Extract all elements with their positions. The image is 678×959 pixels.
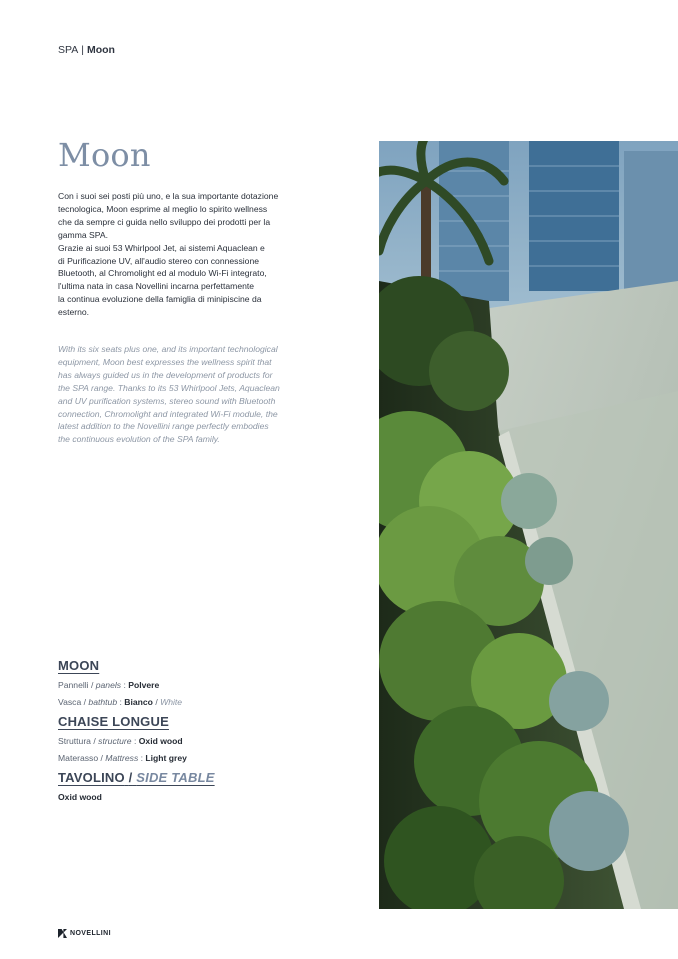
spec-mattress-colon: : [140,753,144,763]
spec-panels-sep: / [90,680,94,690]
spec-structure-row [58,733,358,750]
breadcrumb-section: SPA [58,44,79,56]
body-italian-text: Con i suoi sei posti più uno, e la sua importante dotazione tecnologica, Moon esprime al meglio lo spirito wellness che da sempre ci guida nello sviluppo dei prodotti per la gamma SPA. Grazie ai suoi 53 Whirlpool Jet, ai sistemi Aquaclean e di Purificazione UV, all'audio stereo con connessione Bluetooth, al Chromolight ed al modulo Wi-Fi integrato, l'ultima nata in casa Novellini incarna perfettamente la continua evoluzione della famiglia di minipiscine da esterno. [58,191,279,318]
spec-bathtub-value: Bianco [124,697,153,707]
breadcrumb-separator: | [81,44,84,56]
spec-moon [58,658,358,711]
spec-panels-label-en: panels [95,680,122,690]
photo-illustration [379,141,678,909]
page-title: Moon [58,136,151,174]
spec-structure-sep: / [93,736,96,746]
spec-table [58,770,358,806]
spec-table-heading-it: TAVOLINO [58,770,125,785]
spec-table-value: Oxid wood [58,792,102,802]
spec-table-heading-sep: / [128,770,133,785]
novellini-logo-icon [58,929,67,938]
spec-mattress-value: Light grey [145,753,187,763]
spec-panels-label-it: Pannelli [58,680,89,690]
spec-structure-colon: : [133,736,137,746]
spec-bathtub-value-en: White [160,697,183,707]
spec-chaise [58,714,358,767]
specs [58,658,358,809]
spec-structure-label-en: structure [98,736,132,746]
spec-bathtub-value-sep: / [155,697,158,707]
spec-bathtub-label-en: bathtub [88,697,118,707]
brand-logo [58,929,111,938]
spec-panels-colon: : [123,680,126,690]
body-english: With its six seats plus one, and its important technological equipment, Moon best expresses the wellness spirit that has always guided us in the development of products for the SPA range. Thanks to its 53 Whirlpool Jets, Aquaclean and UV purification systems, stereo sound with Bluetooth connection, Chromolight and integrated Wi-Fi module, the latest addition to the Novellini range perfectly embodies the continuous evolution of the SPA family. [58,344,280,445]
spec-table-row [58,789,358,806]
spec-panels-row [58,677,358,694]
spec-mattress-sep: / [100,753,103,763]
spec-bathtub-sep: / [83,697,87,707]
spec-moon-heading: MOON [58,658,100,673]
tower-right [624,151,678,301]
spec-table-heading [58,770,358,785]
product-photo [379,141,678,909]
breadcrumb [58,44,115,56]
spec-chaise-heading: CHAISE LONGUE [58,714,169,729]
spec-mattress-row [58,750,358,767]
body-italian [58,190,321,319]
breadcrumb-current: Moon [86,44,115,56]
spec-panels-value: Polvere [128,680,160,690]
spec-mattress-label-it: Materasso [58,753,99,763]
spec-mattress-label-en: Mattress [105,753,139,763]
spec-structure-label-it: Struttura [58,736,91,746]
logo-text: NOVELLINI [70,930,111,937]
spec-bathtub-label-it: Vasca [58,697,82,707]
spec-structure-value: Oxid wood [138,736,183,746]
spec-table-heading-en: SIDE TABLE [136,770,215,785]
spec-bathtub-row [58,694,358,711]
spec-bathtub-colon: : [119,697,122,707]
